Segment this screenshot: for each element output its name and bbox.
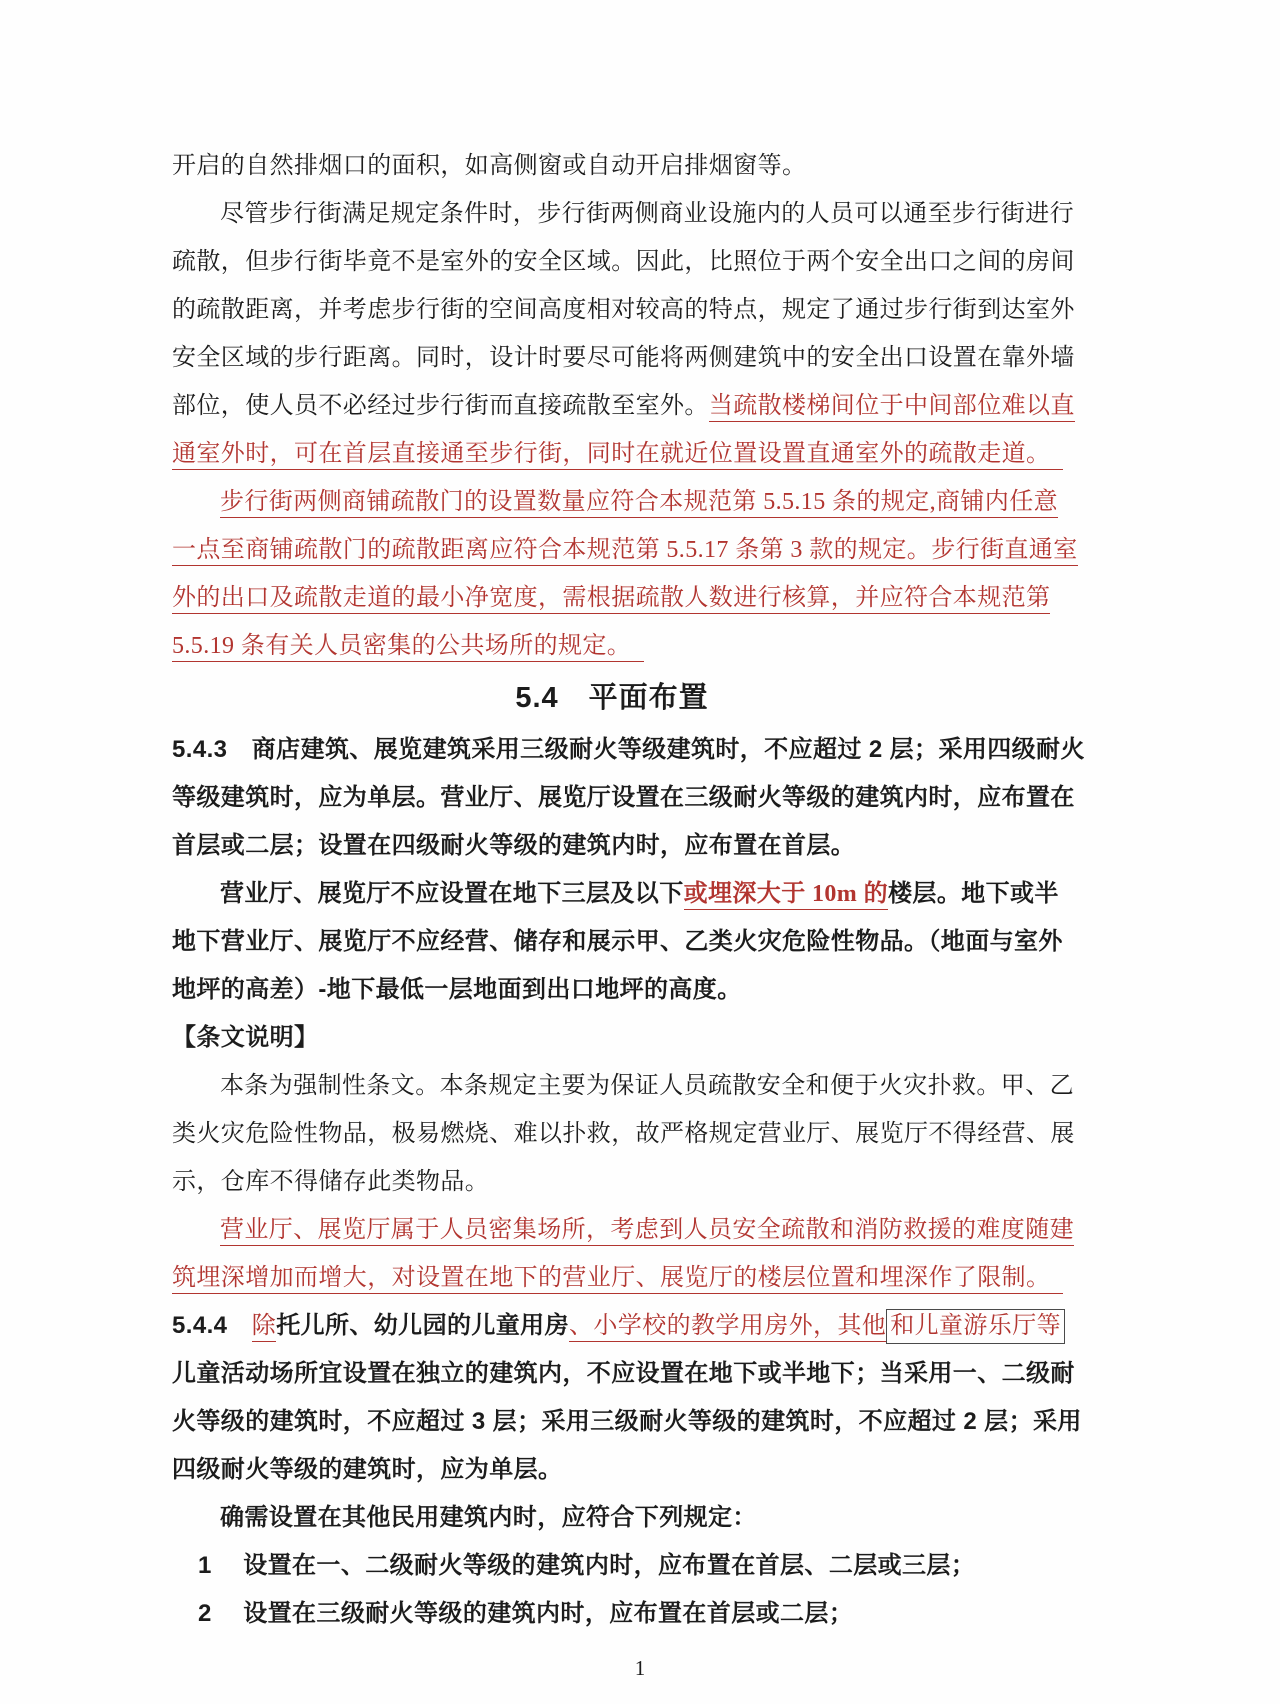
text-line	[172, 430, 1063, 478]
text-segment: 疏散，但步行街毕竟不是室外的安全区域。因此，比照位于两个安全出口之间的房间	[172, 249, 1075, 275]
text-line	[172, 1254, 1063, 1302]
text-segment: 等级建筑时，应为单层。营业厅、展览厅设置在三级耐火等级的建筑内时，应布置在	[172, 784, 1075, 811]
text-line	[172, 1206, 1074, 1254]
text-line	[172, 1110, 1075, 1158]
revision-text-segment: 或埋深大于 10m 的	[684, 881, 888, 910]
text-segment: 火等级的建筑时，不应超过 3 层；采用三级耐火等级的建筑时，不应超过 2 层；采用	[172, 1408, 1082, 1435]
text-line	[172, 1062, 1074, 1110]
text-segment: 儿童活动场所宜设置在独立的建筑内，不应设置在地下或半地下；当采用一、二级耐	[172, 1360, 1075, 1387]
revision-text-segment: 外的出口及疏散走道的最小净宽度，需根据疏散人数进行核算，并应符合本规范第	[172, 585, 1050, 614]
text-segment: 的疏散距离，并考虑步行街的空间高度相对较高的特点，规定了通过步行街到达室外	[172, 297, 1075, 323]
text-segment: 5.4.4	[172, 1312, 252, 1339]
text-line	[172, 286, 1075, 334]
text-segment: 【条文说明】	[172, 1024, 319, 1051]
text-segment: 托儿所、幼儿园的儿童用房	[276, 1312, 569, 1339]
text-line	[172, 1158, 1052, 1206]
text-line	[172, 1014, 1052, 1062]
text-segment: 本条为强制性条文。本条规定主要为保证人员疏散安全和便于火灾扑救。甲、乙	[220, 1073, 1074, 1099]
revision-text-segment: 、小学校的教学用房外，其他	[569, 1313, 886, 1342]
text-segment: 地下营业厅、展览厅不应经营、储存和展示甲、乙类火灾危险性物品。（地面与室外	[172, 928, 1063, 955]
text-line	[172, 478, 1058, 526]
text-line	[172, 918, 1063, 966]
text-segment: 确需设置在其他民用建筑内时，应符合下列规定：	[220, 1504, 757, 1531]
text-line	[172, 334, 1075, 382]
text-segment: 尽管步行街满足规定条件时，步行街两侧商业设施内的人员可以通至步行街进行	[220, 201, 1074, 227]
text-segment: 部位，使人员不必经过步行街而直接疏散至室外。	[172, 393, 709, 419]
revision-text-segment: 营业厅、展览厅属于人员密集场所，考虑到人员安全疏散和消防救援的难度随建	[220, 1217, 1074, 1246]
text-line	[172, 1302, 1062, 1350]
revision-text-segment: 一点至商铺疏散门的疏散距离应符合本规范第 5.5.17 条第 3 款的规定。步行街直通室	[172, 537, 1078, 566]
page-number: 1	[634, 1656, 646, 1680]
document-body	[172, 142, 1085, 1638]
text-line	[172, 526, 1078, 574]
text-line	[172, 1494, 1052, 1542]
text-segment: 5.4 平面布置	[515, 682, 709, 714]
text-line	[172, 1446, 1052, 1494]
revision-text-segment: 除	[252, 1313, 276, 1342]
text-line	[172, 870, 1059, 918]
text-segment: 营业厅、展览厅不应设置在地下三层及以下	[220, 880, 684, 907]
text-line	[172, 822, 1052, 870]
text-line	[172, 1590, 1052, 1638]
text-line	[172, 1398, 1082, 1446]
section-heading	[172, 670, 1052, 726]
revision-text-segment: 步行街两侧商铺疏散门的设置数量应符合本规范第 5.5.15 条的规定,商铺内任意	[220, 489, 1058, 518]
text-segment: 1 设置在一、二级耐火等级的建筑内时，应布置在首层、二层或三层；	[198, 1552, 976, 1579]
text-segment: 四级耐火等级的建筑时，应为单层。	[172, 1456, 563, 1483]
text-line	[172, 190, 1074, 238]
text-line	[172, 726, 1085, 774]
text-line	[172, 622, 1052, 670]
text-segment: 地坪的高差）-地下最低一层地面到出口地坪的高度。	[172, 976, 742, 1003]
text-segment: 楼层。地下或半	[888, 880, 1059, 907]
revision-text-segment: 5.5.19 条有关人员密集的公共场所的规定。	[172, 633, 644, 662]
text-segment: 5.4.3 商店建筑、展览建筑采用三级耐火等级建筑时，不应超过 2 层；采用四级耐火	[172, 736, 1085, 763]
text-line	[172, 966, 1052, 1014]
text-line	[172, 382, 1075, 430]
revision-text-segment: 当疏散楼梯间位于中间部位难以直	[709, 393, 1075, 422]
text-line	[172, 142, 1052, 190]
text-segment: 开启的自然排烟口的面积，如高侧窗或自动开启排烟窗等。	[172, 153, 807, 179]
text-segment: 首层或二层；设置在四级耐火等级的建筑内时，应布置在首层。	[172, 832, 856, 859]
revision-text-segment: 和儿童游乐厅等	[886, 1309, 1065, 1344]
revision-text-segment: 通室外时，可在首层直接通至步行街，同时在就近位置设置直通室外的疏散走道。	[172, 441, 1063, 470]
revision-text-segment: 筑埋深增加而增大，对设置在地下的营业厅、展览厅的楼层位置和埋深作了限制。	[172, 1265, 1063, 1294]
text-line	[172, 238, 1075, 286]
text-segment: 类火灾危险性物品，极易燃烧、难以扑救，故严格规定营业厅、展览厅不得经营、展	[172, 1121, 1075, 1147]
text-line	[172, 1542, 1052, 1590]
text-segment: 安全区域的步行距离。同时，设计时要尽可能将两侧建筑中的安全出口设置在靠外墙	[172, 345, 1075, 371]
text-line	[172, 574, 1052, 622]
text-line	[172, 774, 1075, 822]
text-line	[172, 1350, 1075, 1398]
text-segment: 示，仓库不得储存此类物品。	[172, 1169, 490, 1195]
text-segment: 2 设置在三级耐火等级的建筑内时，应布置在首层或二层；	[198, 1600, 854, 1627]
